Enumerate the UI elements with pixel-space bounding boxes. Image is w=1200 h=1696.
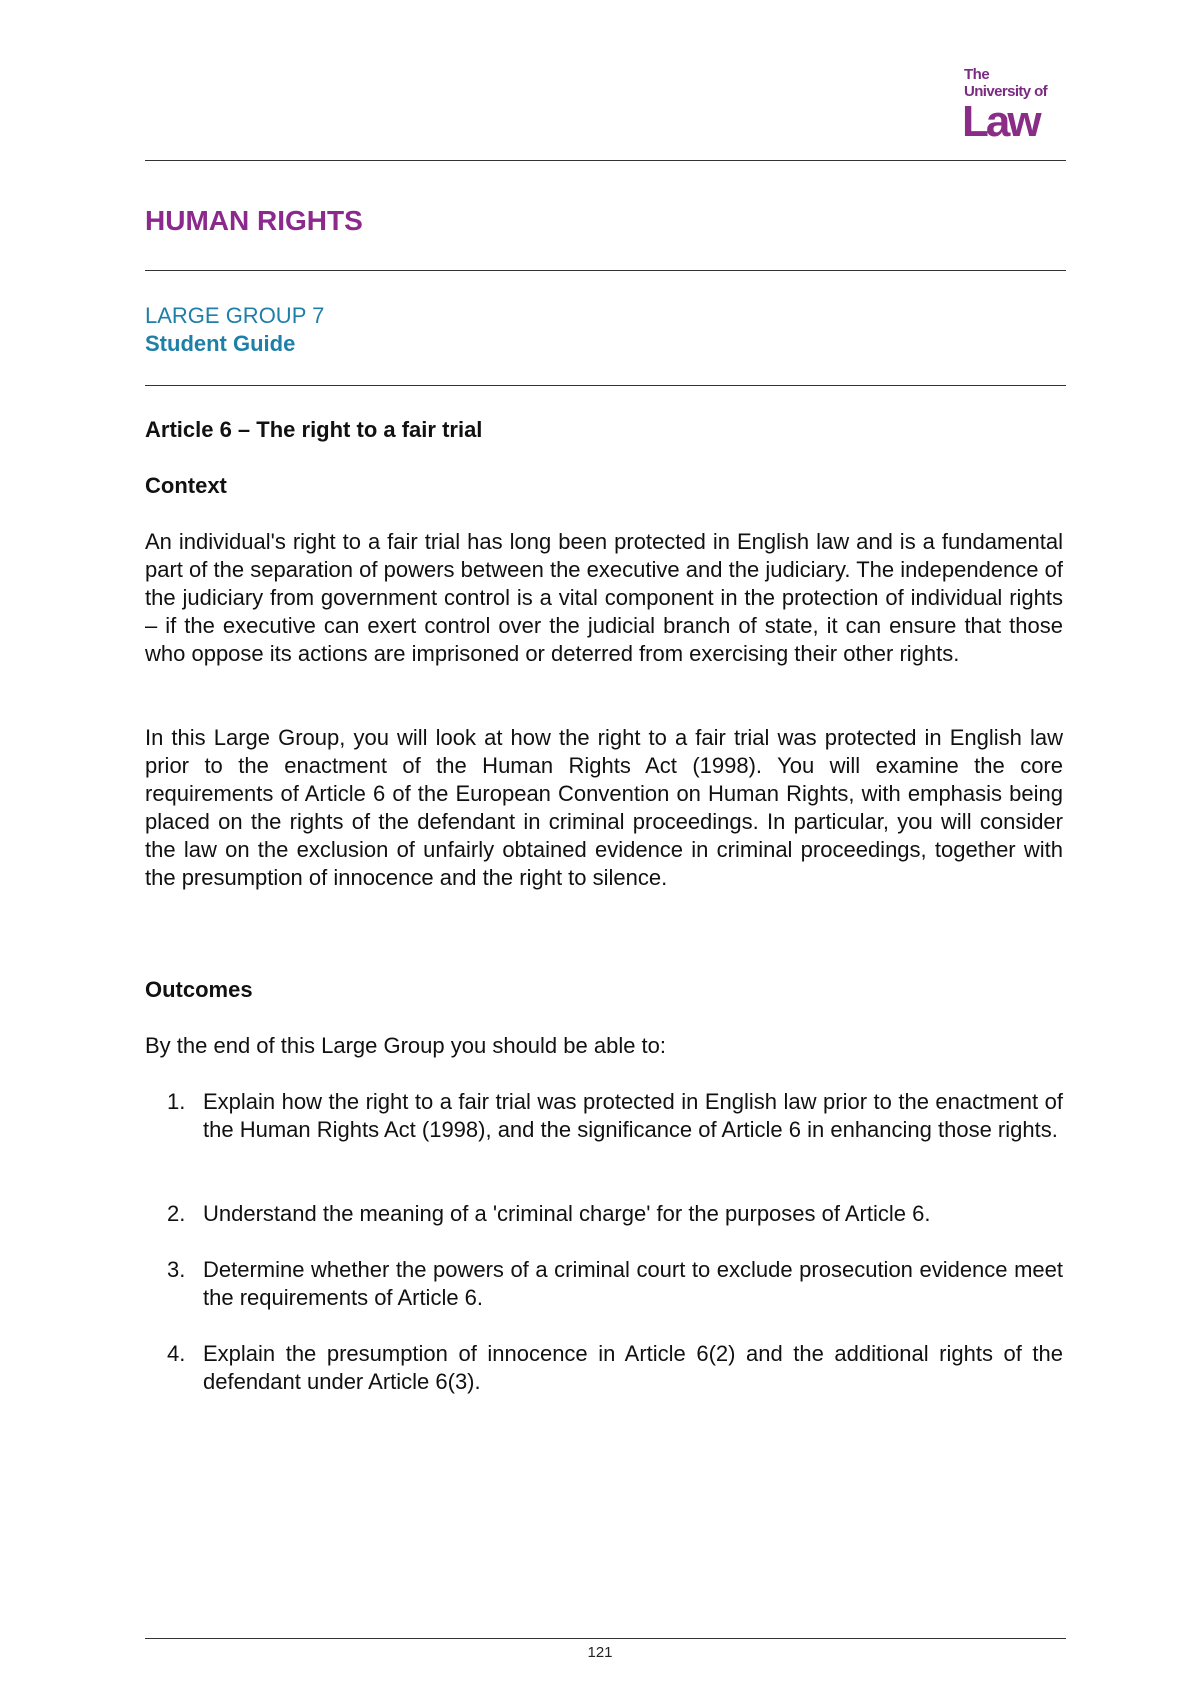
context-paragraph-2: In this Large Group, you will look at how the right to a fair trial was protected in English law prior to the enactment of the Human Rights Act (1998). You will examine the core requirements of Article 6 of the European Convention on Human Rights, with emphasis being placed on the rights of the defendant in criminal proceedings. In particular, you will consider the law on the exclusion of unfairly obtained evidence in criminal proceedings, together with the presumption of innocence and the right to silence.	[145, 725, 1063, 890]
outcome-item	[145, 1200, 1063, 1228]
divider-after-title	[145, 270, 1066, 271]
logo-line-university: University of	[964, 83, 1048, 100]
outcome-number: 3.	[167, 1257, 186, 1282]
outcome-number: 4.	[167, 1341, 186, 1366]
group-label: LARGE GROUP 7	[145, 303, 325, 328]
outcome-item	[145, 1340, 1063, 1396]
divider-top	[145, 160, 1066, 161]
footer-divider	[145, 1638, 1066, 1639]
context-heading: Context	[145, 473, 227, 498]
outcome-item	[145, 1088, 1063, 1144]
outcome-text: Explain how the right to a fair trial was protected in English law prior to the enactment of the Human Rights Act (1998), and the significance of Article 6 in enhancing those rights.	[203, 1089, 1063, 1142]
outcome-text: Determine whether the powers of a criminal court to exclude prosecution evidence meet the requirements of Article 6.	[203, 1257, 1063, 1310]
outcome-text: Understand the meaning of a 'criminal charge' for the purposes of Article 6.	[203, 1201, 931, 1226]
page-number: 121	[587, 1644, 613, 1661]
outcomes-intro: By the end of this Large Group you should be able to:	[145, 1033, 667, 1058]
outcome-number: 1.	[167, 1089, 186, 1114]
outcomes-heading: Outcomes	[145, 977, 253, 1002]
university-logo	[964, 66, 1064, 146]
logo-line-law: Law	[962, 97, 1039, 146]
outcome-number: 2.	[167, 1201, 186, 1226]
page-title: HUMAN RIGHTS	[145, 205, 363, 236]
context-paragraph-1: An individual's right to a fair trial has long been protected in English law and is a fundamental part of the separation of powers between the executive and the judiciary. The independence of the judiciary from government control is a vital component in the protection of individual rights – if the executive can exert control over the judicial branch of state, it can ensure that those who oppose its actions are imprisoned or deterred from exercising their other rights.	[145, 529, 1063, 666]
divider-after-subtitle	[145, 385, 1066, 386]
logo-line-the: The	[964, 66, 990, 83]
outcome-text: Explain the presumption of innocence in Article 6(2) and the additional rights of the defendant under Article 6(3).	[203, 1341, 1063, 1394]
outcome-item	[145, 1256, 1063, 1312]
article-heading: Article 6 – The right to a fair trial	[145, 417, 483, 442]
guide-label: Student Guide	[145, 331, 296, 356]
